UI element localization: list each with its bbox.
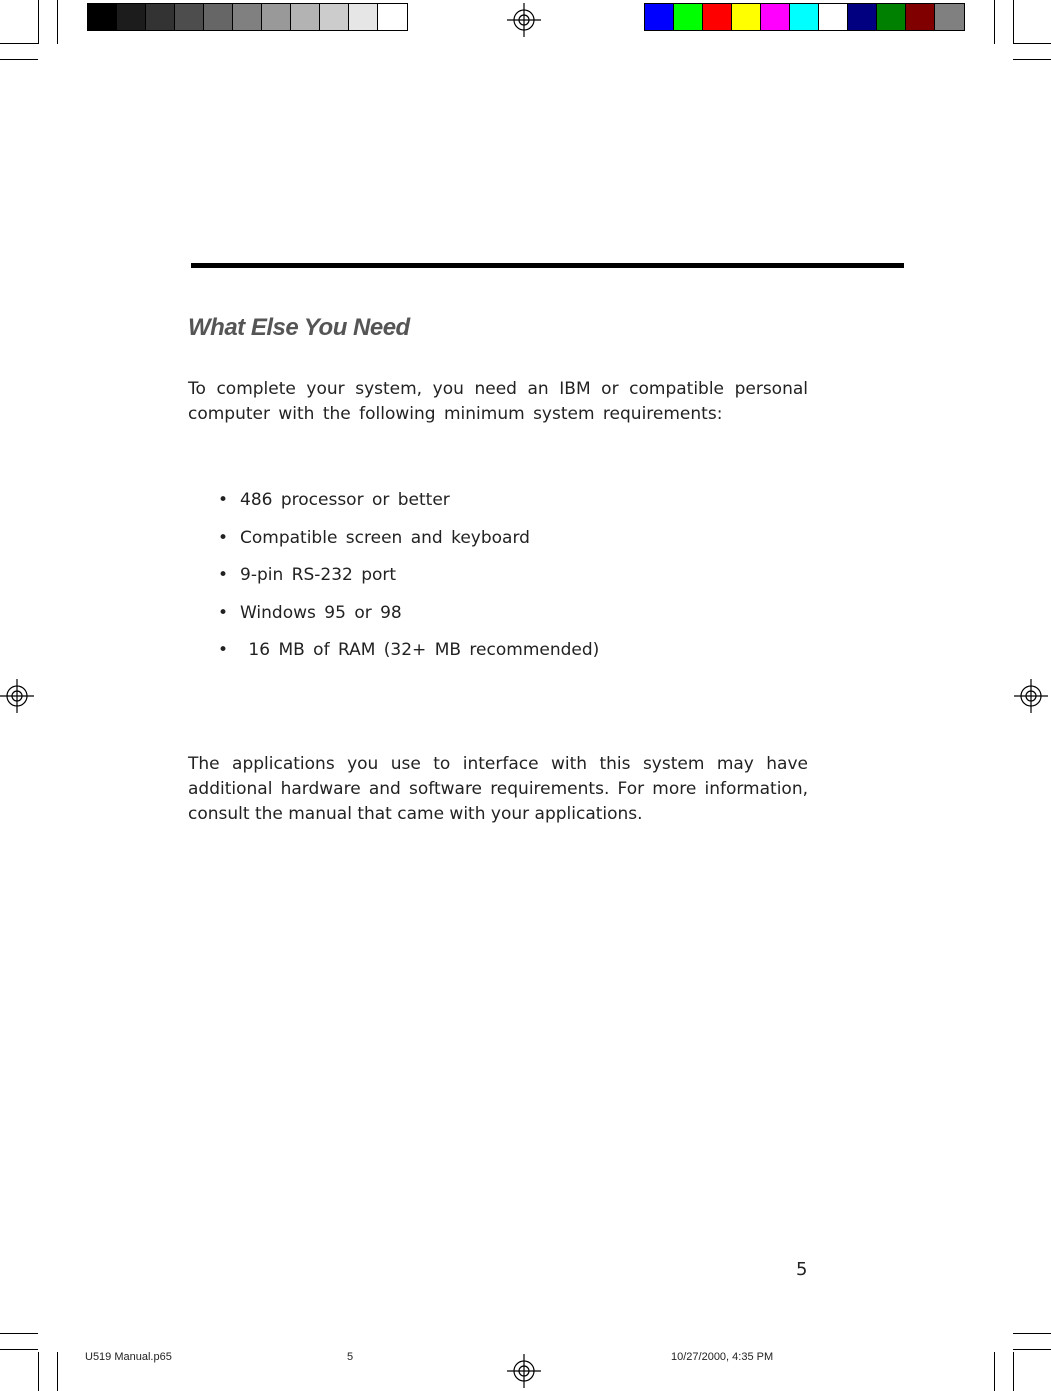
color-swatch (88, 4, 117, 30)
list-item-text: 16 MB of RAM (32+ MB recommended) (240, 640, 600, 660)
crop-mark (38, 1352, 39, 1391)
footer-filename: U519 Manual.p65 (85, 1351, 172, 1363)
crop-mark (994, 0, 995, 44)
registration-mark-icon (507, 1354, 541, 1388)
color-swatch (935, 4, 964, 30)
color-swatch (291, 4, 320, 30)
bullet-icon: • (218, 565, 229, 585)
registration-mark-icon (1014, 679, 1048, 713)
color-swatch (732, 4, 761, 30)
color-swatch (146, 4, 175, 30)
list-item (218, 486, 599, 524)
process-color-bar (644, 3, 965, 31)
grayscale-color-bar (87, 3, 408, 31)
list-item-text: Windows 95 or 98 (240, 602, 402, 623)
color-swatch (378, 4, 407, 30)
color-swatch (877, 4, 906, 30)
crop-mark (0, 1333, 38, 1334)
registration-mark-icon (0, 679, 34, 713)
crop-mark (1013, 0, 1014, 44)
color-swatch (645, 4, 674, 30)
crop-mark (0, 1349, 38, 1350)
color-swatch (204, 4, 233, 30)
intro-paragraph: To complete your system, you need an IBM or compatible personal computer with the following minimum system requirements: (188, 379, 808, 424)
crop-mark (1013, 1333, 1051, 1334)
section-rule (191, 263, 904, 268)
color-swatch (262, 4, 291, 30)
list-item-text: 9-pin RS-232 port (240, 565, 397, 585)
list-item (218, 524, 599, 562)
color-swatch (320, 4, 349, 30)
color-swatch (674, 4, 703, 30)
color-swatch (906, 4, 935, 30)
list-item (218, 561, 599, 599)
page-number: 5 (796, 1259, 808, 1280)
bullet-icon: • (218, 490, 229, 510)
crop-mark (57, 0, 58, 44)
section-heading: What Else You Need (188, 314, 410, 341)
color-swatch (848, 4, 877, 30)
list-item-text: 486 processor or better (240, 490, 450, 510)
color-swatch (117, 4, 146, 30)
crop-mark (1013, 59, 1051, 60)
list-item (218, 636, 599, 674)
crop-mark (1013, 1352, 1014, 1391)
color-swatch (703, 4, 732, 30)
crop-mark (38, 0, 39, 44)
crop-mark (1013, 43, 1051, 44)
outro-paragraph: The applications you use to interface with this system may have additional hardware and software requirements. For more information, consult the manual that came with your applications. (188, 754, 808, 824)
bullet-icon: • (218, 602, 229, 623)
crop-mark (0, 43, 38, 44)
crop-mark (57, 1352, 58, 1391)
crop-mark (1013, 1349, 1051, 1350)
bullet-icon: • (218, 640, 229, 660)
color-swatch (819, 4, 848, 30)
requirements-list (218, 486, 599, 674)
color-swatch (175, 4, 204, 30)
crop-mark (994, 1352, 995, 1391)
color-swatch (761, 4, 790, 30)
registration-mark-icon (507, 3, 541, 37)
list-item-text: Compatible screen and keyboard (240, 527, 530, 548)
footer-page: 5 (347, 1351, 354, 1363)
footer-timestamp: 10/27/2000, 4:35 PM (671, 1351, 774, 1363)
bullet-icon: • (218, 527, 229, 548)
list-item (218, 599, 599, 637)
color-swatch (233, 4, 262, 30)
color-swatch (349, 4, 378, 30)
crop-mark (0, 59, 38, 60)
color-swatch (790, 4, 819, 30)
